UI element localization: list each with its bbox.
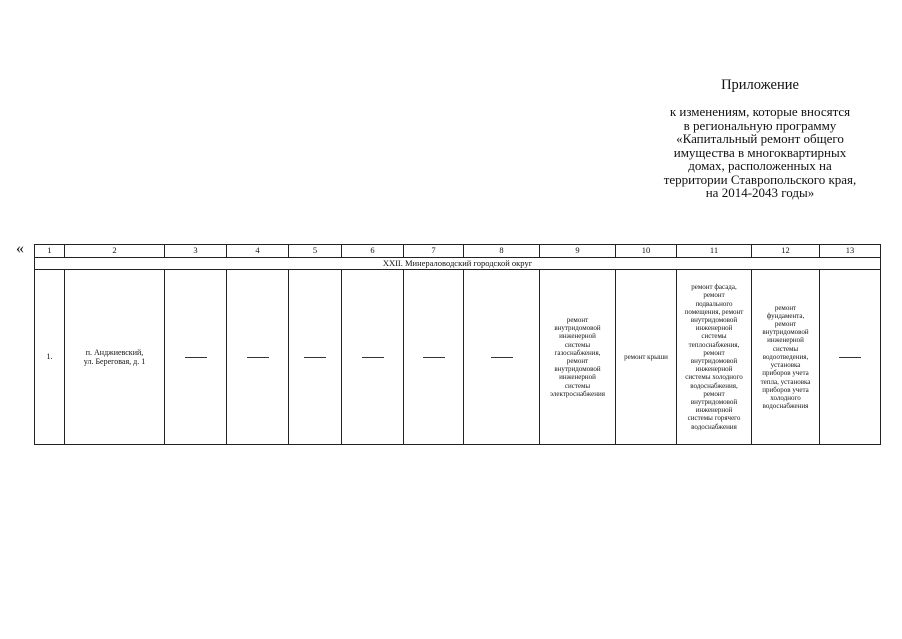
cell-line: системы горячего (687, 414, 741, 423)
dash-mark (839, 357, 861, 358)
address-line: п. Анджиевский, (85, 347, 144, 357)
cell-line: инженерной (695, 324, 733, 333)
column-number: 3 (165, 245, 227, 258)
cell-line: ремонт фасада, (691, 283, 737, 292)
cell-line: инженерной (559, 332, 596, 341)
cell-line: ремонт (703, 291, 725, 300)
cell-line: ремонт (703, 389, 725, 398)
cell-line: ремонт (774, 303, 797, 312)
region-title: XXII. Минераловодский городской округ (35, 258, 881, 270)
opening-quote-mark: « (16, 240, 24, 257)
cell-line: внутридомовой (690, 315, 738, 324)
cell-line: установка (770, 361, 801, 370)
caption-line: к изменениям, которые вносятся (669, 104, 851, 119)
column-number: 10 (616, 245, 677, 258)
column-number: 9 (540, 245, 616, 258)
region-row (35, 258, 881, 270)
cell-line: приборов учета (762, 385, 809, 394)
column-number: 8 (464, 245, 540, 258)
caption-line: «Капитальный ремонт общего (676, 131, 844, 146)
dash-mark (423, 357, 445, 358)
dash-mark (185, 357, 207, 358)
cell-line: приборов учета (762, 369, 809, 378)
cell-line: внутридомовой (554, 324, 601, 333)
works-col10-cell: ремонт крыши (616, 270, 677, 445)
program-table (34, 244, 881, 445)
caption-line: на 2014-2043 годы» (705, 185, 815, 200)
cell-line: электроснабжения (549, 389, 605, 398)
empty-cell-dash (227, 270, 289, 445)
caption-line: имущества в многоквартирных (673, 144, 847, 160)
cell-line: внутридомовой (554, 365, 601, 374)
cell-line: ремонт (566, 357, 589, 365)
cell-line: инженерной (695, 365, 733, 374)
works-col12-cell (752, 270, 820, 445)
appendix-title: Приложение (721, 77, 799, 93)
column-number: 1 (35, 245, 65, 258)
appendix-caption (625, 105, 895, 200)
column-number: 5 (289, 245, 342, 258)
caption-line: территории Ставропольского края, (663, 171, 857, 187)
empty-cell-dash (165, 270, 227, 445)
cell-line: внутридомовой (762, 328, 809, 337)
column-number: 11 (677, 245, 752, 258)
address-cell (65, 270, 165, 445)
cell-line: водоснабжения (762, 402, 809, 411)
cell-line: системы (772, 344, 799, 353)
cell-line: ремонт (703, 348, 725, 357)
caption-line: домах, расположенных на (688, 158, 832, 173)
column-number: 13 (820, 245, 881, 258)
dash-mark (247, 357, 269, 358)
caption-line: в региональную программу (683, 117, 837, 133)
cell-line: системы холодного (685, 373, 743, 382)
empty-cell-dash (404, 270, 464, 445)
empty-cell-dash (289, 270, 342, 445)
column-number: 12 (752, 245, 820, 258)
cell-line: инженерной (767, 336, 804, 345)
works-col11-cell (677, 270, 752, 445)
empty-cell-dash (820, 270, 881, 445)
dash-mark (304, 357, 326, 358)
cell-line: инженерной (559, 373, 596, 382)
cell-line: тепла, установка (760, 377, 811, 386)
cell-line: ремонт (566, 315, 589, 324)
cell-line: ремонт (774, 320, 797, 329)
column-number-row (35, 245, 881, 258)
works-col9-cell (540, 270, 616, 445)
cell-line: водоснабжения (691, 422, 737, 431)
cell-line: помещения, ремонт (684, 307, 744, 316)
appendix-heading (625, 77, 895, 200)
column-number: 4 (227, 245, 289, 258)
dash-mark (491, 357, 513, 358)
column-number: 2 (65, 245, 165, 258)
address-line: ул. Береговая, д. 1 (83, 357, 146, 366)
cell-line: внутридомовой (690, 398, 738, 407)
column-number: 7 (404, 245, 464, 258)
cell-line: системы (564, 381, 591, 390)
empty-cell-dash (342, 270, 404, 445)
cell-line: фундамента, (766, 311, 805, 320)
row-number: 1. (35, 270, 65, 445)
column-number: 6 (342, 245, 404, 258)
cell-line: холодного (770, 393, 801, 402)
cell-line: подвального (695, 299, 733, 308)
cell-line: инженерной (695, 406, 733, 415)
cell-line: водоотведения, (762, 352, 809, 361)
cell-line: водоснабжения, (690, 381, 738, 390)
cell-line: газоснабжения, (554, 348, 601, 357)
dash-mark (362, 357, 384, 358)
cell-line: системы (564, 340, 591, 349)
cell-line: системы (701, 332, 727, 341)
table-row (35, 270, 881, 445)
empty-cell-dash (464, 270, 540, 445)
cell-line: внутридомовой (690, 357, 738, 365)
cell-line: теплоснабжения, (688, 340, 740, 349)
